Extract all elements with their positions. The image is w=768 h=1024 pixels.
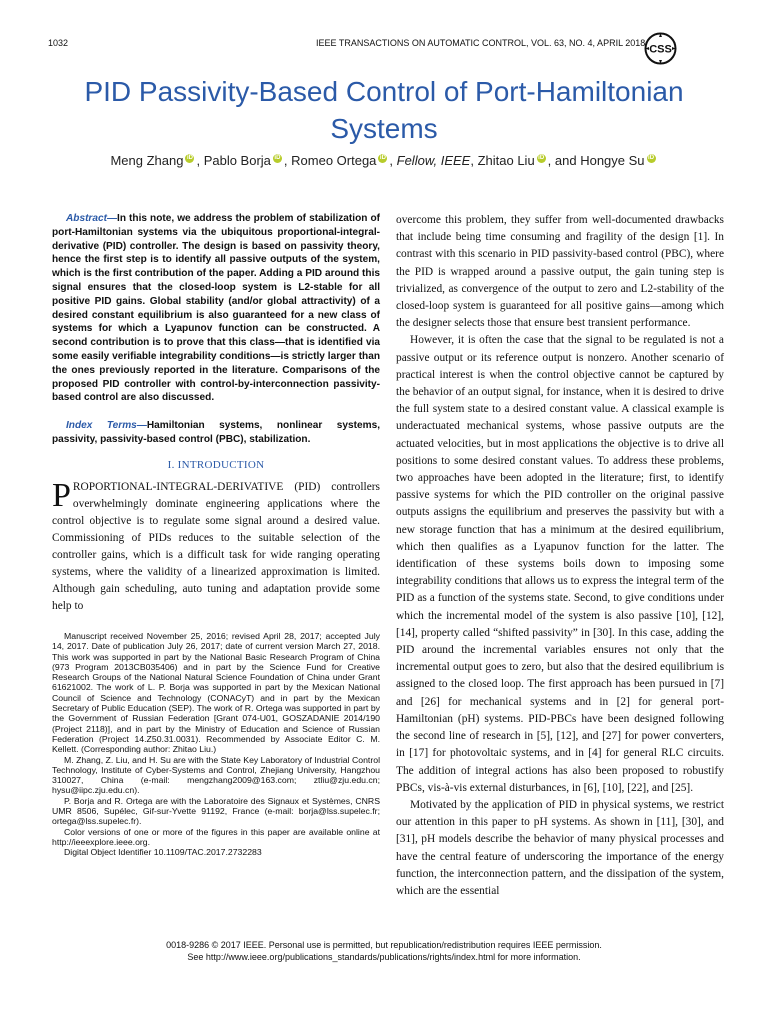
intro-paragraph (52, 476, 380, 616)
title-line-2: Systems (330, 113, 438, 144)
index-terms-text: Hamiltonian systems, nonlinear systems, passivity, passivity-based control (PBC), stabilization. (52, 420, 380, 445)
paper-title (40, 73, 728, 147)
right-paragraph-2: However, it is often the case that the signal to be regulated is not a passive output or its reference output is nonzero. Another scenario of practical interest is when the control objective cannot be captured by the behavior of an output signal, for instance, when it is desired to drive the full system state to a desired constant value. A classical example is underactuated mechanical systems, whose passive outputs are the actuated velocities, but in most applications the objective is to drive all positions to some desired constant values. To address these problems, two approaches have been adopted in the literature; first, to identify passive systems for which the PID controller on the original passive outputs assigns the equilibrium and preserves the passivity but with a new storage function that has a minimum at the desired equilibrium, which then qualifies as a Lyapunov function for the latter. The identification of these systems boils down to imposing some integrability conditions that allows us to express the integral term of the PID as a function of the systems state. Second, to give conditions under which the incremental model of the system is also passive [10], [12], [14], property called “shifted passivity” in [30]. In this case, adding the PID around the incremental variables ensures not only that the incremental output goes to zero, but also that the desired equilibrium is assigned to the closed loop. The first approach has been pursued in [7] and [26] for mechanical systems and in [2] for general port-Hamiltonian (pH) systems. PID-PBCs have been designed following the second line of research in [5], [12], and [27] for power converters, in [17] for photovoltaic systems, and in [4] for general RLC circuits. The addition of integral actions has also been proposed to robustify PBCs, vis-à-vis external disturbances, in [6], [10], [22], and [25]. (396, 334, 724, 794)
author-3-role: Fellow, IEEE (396, 153, 471, 168)
page-number: 1032 (48, 38, 69, 48)
css-society-logo (643, 31, 678, 66)
author-list: Meng Zhang iD , Pablo Borja iD , Romeo Ortega iD , Fellow, IEEE, Zhitao Liu iD , and Hongye Su iD (110, 153, 655, 168)
journal-header: IEEE TRANSACTIONS ON AUTOMATIC CONTROL, VOL. 63, NO. 4, APRIL 2018 (316, 38, 646, 48)
abstract (52, 212, 380, 405)
title-line-1: PID Passivity-Based Control of Port-Hamiltonian (84, 76, 684, 107)
footnote-doi: Digital Object Identifier 10.1109/TAC.2017.2732283 (64, 847, 262, 858)
footnote-manuscript: Manuscript received November 25, 2016; revised April 28, 2017; accepted July 14, 2017. Date of publication July 26, 2017; date of current version March 27, 2018. This work was supported in part by the National Basic Research Program of China (973 Program 2013CB035406) and in part by the Science Fund for Creative Research Groups of the National Natural Science Foundation of China under Grant 61621002. The work of L. P. Borja was supported in part by the Mexican National Council of Science and Technology (CONACyT) and in part by the Mexican Secretary of Public Education (SEP). The work of R. Ortega was supported in part by the Government of Russian Federation [Grant 074-U01, GOSZADANIE 2014/190 (Project 2118)], and in part by the Ministry of Education and Science of Russian Federation (Project 14.Z50.31.0031). Recommended by Associate Editor C. M. Kellett. (Corresponding author: Zhitao Liu.) (52, 631, 380, 755)
author-2: Pablo Borja (203, 153, 271, 168)
orcid-icon[interactable]: iD (648, 155, 655, 161)
section-heading: I. INTRODUCTION (167, 458, 265, 471)
orcid-icon[interactable]: iD (379, 155, 386, 161)
orcid-icon[interactable]: iD (274, 155, 281, 161)
orcid-icon[interactable]: iD (538, 155, 545, 161)
index-terms (52, 419, 380, 447)
footer-line-2: See http://www.ieee.org/publications_standards/publications/rights/index.html for more information. (187, 952, 581, 962)
index-terms-label: Index Terms— (66, 420, 147, 432)
author-5: and Hongye Su (554, 153, 645, 168)
right-paragraph-3: Motivated by the application of PID in physical systems, we restrict our attention in this paper to pH systems. As shown in [11], [30], and [31], pH models describe the behavior of many physical processes and have the central feature of underscoring the importance of the energy function, the interconnection pattern, and the dissipation of the system, which are the essential (396, 798, 724, 897)
author-3: Romeo Ortega (291, 153, 377, 168)
left-column (52, 212, 380, 616)
right-paragraph-1: overcome this problem, they suffer from well-documented drawbacks that include being time consuming and fragility of the design [1]. In contrast with this scenario in PID passivity-based control (PBC), where the PID is wrapped around a passive output, the gain tuning step is trivialized, as convergence of the output to zero and L2-stability of the closed-loop system is guaranteed for all positive gains—among which the designer selects those that ensure best transient performance. (396, 214, 724, 330)
author-4: Zhitao Liu (477, 153, 535, 168)
author-1: Meng Zhang (110, 153, 184, 168)
orcid-icon[interactable]: iD (186, 155, 193, 161)
intro-text: ROPORTIONAL-INTEGRAL-DERIVATIVE (PID) controllers overwhelmingly dominate engineering applications where the control objective is to regulate some signal around a desired value. Commissioning of PIDs reduces to the suitable selection of the controller gains, which is a difficult task for wide ranging operating systems, where the validity of a linearized approximation is limited. Although gain scheduling, auto tuning and adaptation provide some help to (52, 480, 380, 613)
abstract-label: Abstract— (66, 213, 118, 224)
footnote-color: Color versions of one or more of the figures in this paper are available online at http://ieeexplore.ieee.org. (52, 826, 380, 847)
footnote-affiliation-1: M. Zhang, Z. Liu, and H. Su are with the State Key Laboratory of Industrial Control Technology, Institute of Cyber-Systems and Control, Zhejiang University, Hangzhou 310027, China (e-mail: mengzhang2009@163.com; ztliu@zju.edu.cn; hysu@iipc.zju.edu.cn). (52, 754, 380, 796)
drop-cap: P (52, 476, 71, 514)
footer-line-1: 0018-9286 © 2017 IEEE. Personal use is permitted, but republication/redistribution requires IEEE permission. (166, 940, 602, 950)
footnotes (52, 631, 380, 858)
copyright-footer (40, 939, 728, 963)
logo-text: CSS (649, 43, 672, 56)
right-column (396, 212, 724, 900)
footnote-affiliation-2: P. Borja and R. Ortega are with the Laboratoire des Signaux et Systèmes, CNRS UMR 8506, Supélec, Gif-sur-Yvette 91192, France (e-mail: borja@lss.supelec.fr; ortega@lss.supelec.fr). (52, 795, 380, 827)
abstract-text: In this note, we address the problem of stabilization of port-Hamiltonian systems via the ubiquitous proportional-integral-derivative (PID) controller. The design is based on passivity theory, hence the first step is to identify all passive outputs of the system, which is the first contribution of the paper. Adding a PID around this signal ensures that the closed-loop system is L2-stable for all positive PID gains. Global stability (and/or global attractivity) of a desired constant equilibrium is also guaranteed for a new class of systems for which a Lyapunov function can be constructed. A second contribution is to prove that this class—that is identified via some easily verifiable integrability conditions—is strictly larger than the ones previously reported in the literature. Comparisons of the proposed PID controller with control-by-interconnection passivity-based control are also discussed. (52, 213, 380, 404)
